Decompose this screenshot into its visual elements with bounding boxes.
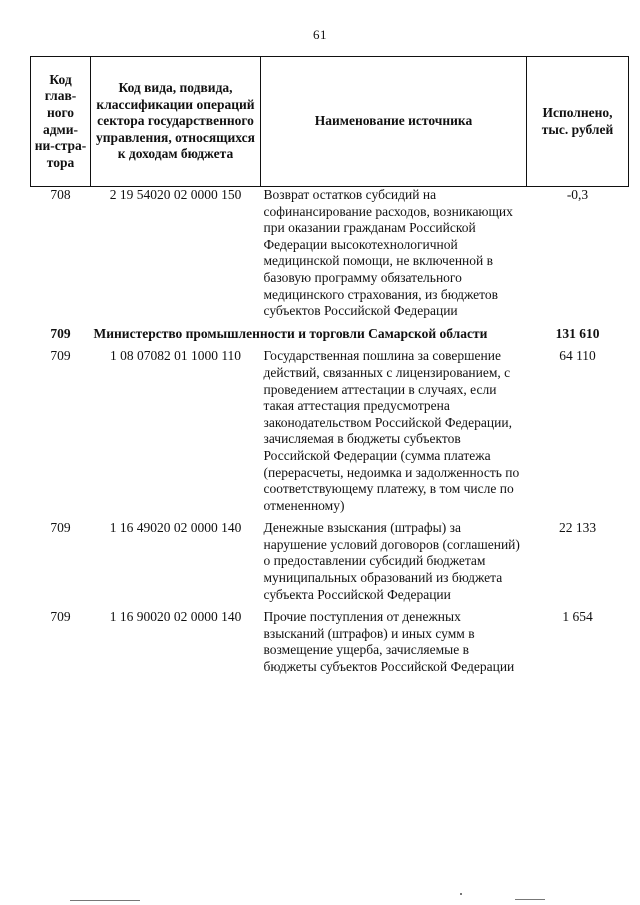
scan-artifact [70, 900, 140, 901]
ministry-amount: 131 610 [555, 325, 600, 341]
row-source-name: Возврат остатков субсидий на софинансирование расходов, возникающих при оказании гражданам Российской Федерации высокотехнологичной медицинской помощи, не включенной в базовую программу обязательного медицинского страхования, из бюджетов субъектов Российской Федерации [263, 187, 513, 319]
page-number: 61 [313, 27, 327, 42]
ministry-row [31, 326, 629, 349]
table-row [31, 187, 629, 326]
row-amount: 1 654 [562, 609, 593, 625]
row-amount: -0,3 [566, 187, 589, 202]
row-amount: 22 133 [558, 520, 597, 536]
row-admin-code: 709 [50, 520, 71, 536]
row-admin-code: 709 [50, 348, 71, 364]
row-classification-code: 2 19 54020 02 0000 150 [109, 187, 242, 202]
table-body [31, 187, 629, 682]
row-classification-code: 1 16 90020 02 0000 140 [109, 609, 242, 625]
budget-revenue-table [30, 56, 629, 682]
table-row [31, 520, 629, 609]
row-admin-code: 708 [50, 187, 71, 202]
table-row [31, 348, 629, 520]
table-row [31, 609, 629, 681]
header-amount: Исполнено, тыс. рублей [527, 57, 629, 187]
header-source-name: Наименование источника [261, 57, 527, 187]
ministry-admin-code: 709 [50, 325, 71, 341]
row-classification-code: 1 16 49020 02 0000 140 [109, 520, 242, 536]
scan-artifact [515, 899, 545, 900]
ministry-name: Министерство промышленности и торговли Самарской области [93, 325, 488, 341]
row-admin-code: 709 [50, 609, 71, 625]
scan-artifact [460, 893, 462, 895]
row-source-name: Государственная пошлина за совершение действий, связанных с лицензированием, с проведением аттестации в случаях, если такая аттестация предусмотрена законодательством Российской Федерации, зачисляемая в бюджеты субъектов Российской Федерации (сумма платежа (перерасчеты, недоимка и задолженность по соответствующему платежу, в том числе по отмененному) [263, 348, 520, 513]
header-classification-code: Код вида, подвида, классификации операций сектора государственного управления, относящихся к доходам бюджета [91, 57, 261, 187]
row-classification-code: 1 08 07082 01 1000 110 [109, 348, 242, 364]
row-source-name: Денежные взыскания (штрафы) за нарушение условий договоров (соглашений) о предоставлении субсидий бюджетам муниципальных образований из бюджета субъекта Российской Федерации [263, 520, 520, 602]
row-source-name: Прочие поступления от денежных взысканий (штрафов) и иных сумм в возмещение ущерба, зачисляемые в бюджеты субъектов Российской Федерации [263, 609, 515, 675]
row-amount: 64 110 [559, 348, 596, 364]
table-header [31, 57, 629, 187]
header-admin-code: Код глав-ного адми-ни-стра-тора [31, 57, 91, 187]
